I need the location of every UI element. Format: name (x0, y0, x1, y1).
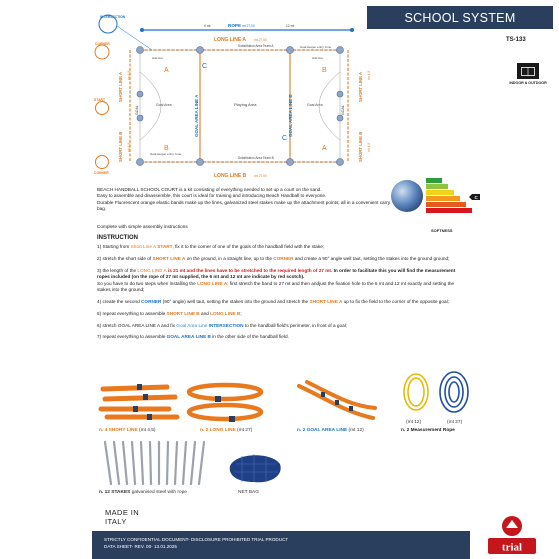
short-line-a-label-right: SHORT LINE A (358, 71, 363, 102)
marker-a-left: A (164, 67, 169, 74)
marker-c-right: C (282, 135, 288, 142)
goal-area-line-a-label: GOAL AREA LINE A (194, 94, 199, 137)
ball-icon (391, 180, 423, 212)
made-in-line2: ITALY (105, 517, 127, 527)
step-2: 2) stretch the short side of SHORT LINE A on the ground, in a straight line, up to the CORNER and create a 90° angle well taut, setting the stakes into the ground ground; (97, 255, 450, 261)
short-line-a-length-left: mt 4,5 (127, 70, 131, 80)
step-6: 6) stretch GOAL AREA LINE A and fix Goal Area Line INTERSECTION to the handball field's perimeter, in front of a goal; (97, 322, 348, 328)
step-7: 7) repeat everything to assemble GOAL AREA LINE B in the other side of the handball field. (97, 334, 289, 340)
long-line-caption: n. 2 LONG LINE (mt 27) (200, 428, 253, 433)
side-line-label-right: side line (312, 56, 324, 60)
stakes-photo (97, 438, 215, 488)
tag-corner: CORNER (95, 42, 110, 46)
marker-b-right: B (322, 67, 327, 74)
sub-area-a: Substitution Area Team A (238, 44, 274, 48)
instruction-title: INSTRUCTION (97, 235, 138, 241)
long-line-photo (185, 378, 265, 426)
document-title: SCHOOL SYSTEM (404, 10, 516, 25)
rope-27-spec: (mt 27) (447, 420, 463, 425)
stakes-caption: n. 12 STAKES galvanised steel with rope (99, 490, 187, 495)
desc-line-2: Easy to assemble and disassemble, this court is ideal for training and introducing Beach Handball to everyone. (97, 193, 327, 199)
long-line-a-length: mt 27,00 (254, 38, 267, 42)
long-line-a-label: LONG LINE A (214, 37, 247, 43)
tag-start: START (94, 98, 106, 102)
short-line-photo (97, 375, 182, 423)
court-icon (517, 63, 539, 79)
marker-a-right: A (322, 145, 327, 152)
long-line-b-label: LONG LINE B (214, 173, 247, 179)
instruction-steps (97, 244, 462, 346)
step-5: 5) repeat everything to assemble SHORT LINE B and LONG LINE B; (97, 310, 242, 316)
footer-datasheet: DATA SHEET- REV. 00- 13.01.2025 (104, 543, 177, 549)
short-line-b-length-left: mt 4,5 (127, 142, 131, 152)
document-title-bar (367, 6, 553, 29)
short-line-a-length-right: mt 4,5 (367, 70, 371, 80)
goal-area-left-label: Goal Area (156, 103, 172, 107)
goal-area-line-photo (295, 378, 377, 426)
gk-entry-bottom: Goal keeper entry zone (150, 152, 182, 156)
short-line-caption: n. 4 SHORT LINE (mt 4,5) (99, 428, 156, 433)
goal-area-right-label: Goal Area (307, 103, 323, 107)
trial-logo (482, 512, 542, 558)
softness-label: SOFTNESS (431, 228, 453, 233)
goal-label-right: GOAL (341, 105, 345, 115)
softness-rating (390, 172, 490, 234)
softness-level: C (474, 194, 478, 200)
indoor-outdoor-badge (508, 63, 548, 85)
footer-confidential: STRICTLY CONFIDENTIAL DOCUMENT- DISCLOSURE PROHIBITED TRIAL PRODUCT (104, 537, 289, 542)
marker-c-left: C (202, 63, 208, 70)
tag-corner-bottom: CORNER (94, 171, 109, 175)
step-1: 1) Starting from Short Line A START, fix it to the corner of one of the goals of the handball field with the stake; (97, 244, 325, 249)
net-bag-caption: NET BAG (238, 490, 259, 495)
product-description (97, 187, 392, 212)
made-in-italy (105, 508, 139, 527)
goal-label-left: GOAL (135, 105, 139, 115)
rope-caption: n. 2 Measurement Rope (401, 428, 455, 433)
net-bag-photo (226, 450, 284, 486)
indoor-outdoor-label: INDOOR & OUTDOOR (509, 81, 547, 85)
made-in-line1: MADE IN (105, 508, 140, 517)
footer-bar (92, 531, 470, 559)
short-line-a-label-left: SHORT LINE A (118, 71, 123, 102)
dim-6mt: 6 mt (204, 24, 211, 28)
rope-label: ROPE (228, 23, 242, 28)
playing-area-label: Playing Area (234, 102, 257, 107)
product-code: TS-133 (506, 37, 526, 43)
court-diagram (92, 12, 382, 187)
sub-area-b: Substitution Area Team B (238, 156, 274, 160)
rope-length: mt 27,00 (242, 24, 255, 28)
desc-line-1: BEACH HANDBALL SCHOOL COURT is a kit consisting of everything needed to set up a court on the sand. (97, 187, 322, 192)
short-line-b-length-right: mt 4,5 (367, 142, 371, 152)
rope-12-spec: (mt 12) (406, 420, 422, 425)
softness-scale (426, 178, 472, 213)
desc-line-3: Durable Fluorescent orange elastic bands make up the lines, galvanized steel stakes make up the attachment points; all in a convenient carry bag. (97, 199, 391, 212)
measurement-rope-photo (398, 368, 478, 420)
logo-text: trial (501, 541, 523, 554)
side-line-label: side line (152, 56, 164, 60)
complete-note: Complete with simple assembly instructions (97, 224, 188, 229)
short-line-b-label-left: SHORT LINE B (118, 131, 123, 162)
dim-12mt: 12 mt (286, 24, 295, 28)
tag-intersection: INTERSECTION (100, 15, 126, 19)
goal-area-line-b-label: GOAL AREA LINE B (288, 94, 293, 137)
step-3: 3) the length of the LONG LINE A is 21 mt and the lines have to be stretched to the required length of 27 mt. In order to facilitate this you will find the measurement ropes included (on the rope of 27 mt supplied, the 6 mt and 12 mt are indicate by red scotch). So you have to do two steps when installing the LONG LINE A: first stretch the band to 27 mt and then andjust the fixation hole to the 6 mt and 12 mt exactly and setting the stakes into the ground; (97, 267, 456, 293)
short-line-b-label-right: SHORT LINE B (358, 131, 363, 162)
step-4: 4) create the second CORNER (90° angle) well taut, setting the stakes into the ground and stretch the SHORT LINE A up to fix the field to the corner of the opposite goal; (97, 299, 449, 305)
marker-b-left: B (164, 145, 169, 152)
gk-entry-top: Goal keeper entry zone (300, 45, 332, 49)
goal-area-line-caption: n. 2 GOAL AREA LINE (mt 12) (297, 428, 364, 433)
long-line-b-length: mt 27,00 (254, 174, 267, 178)
